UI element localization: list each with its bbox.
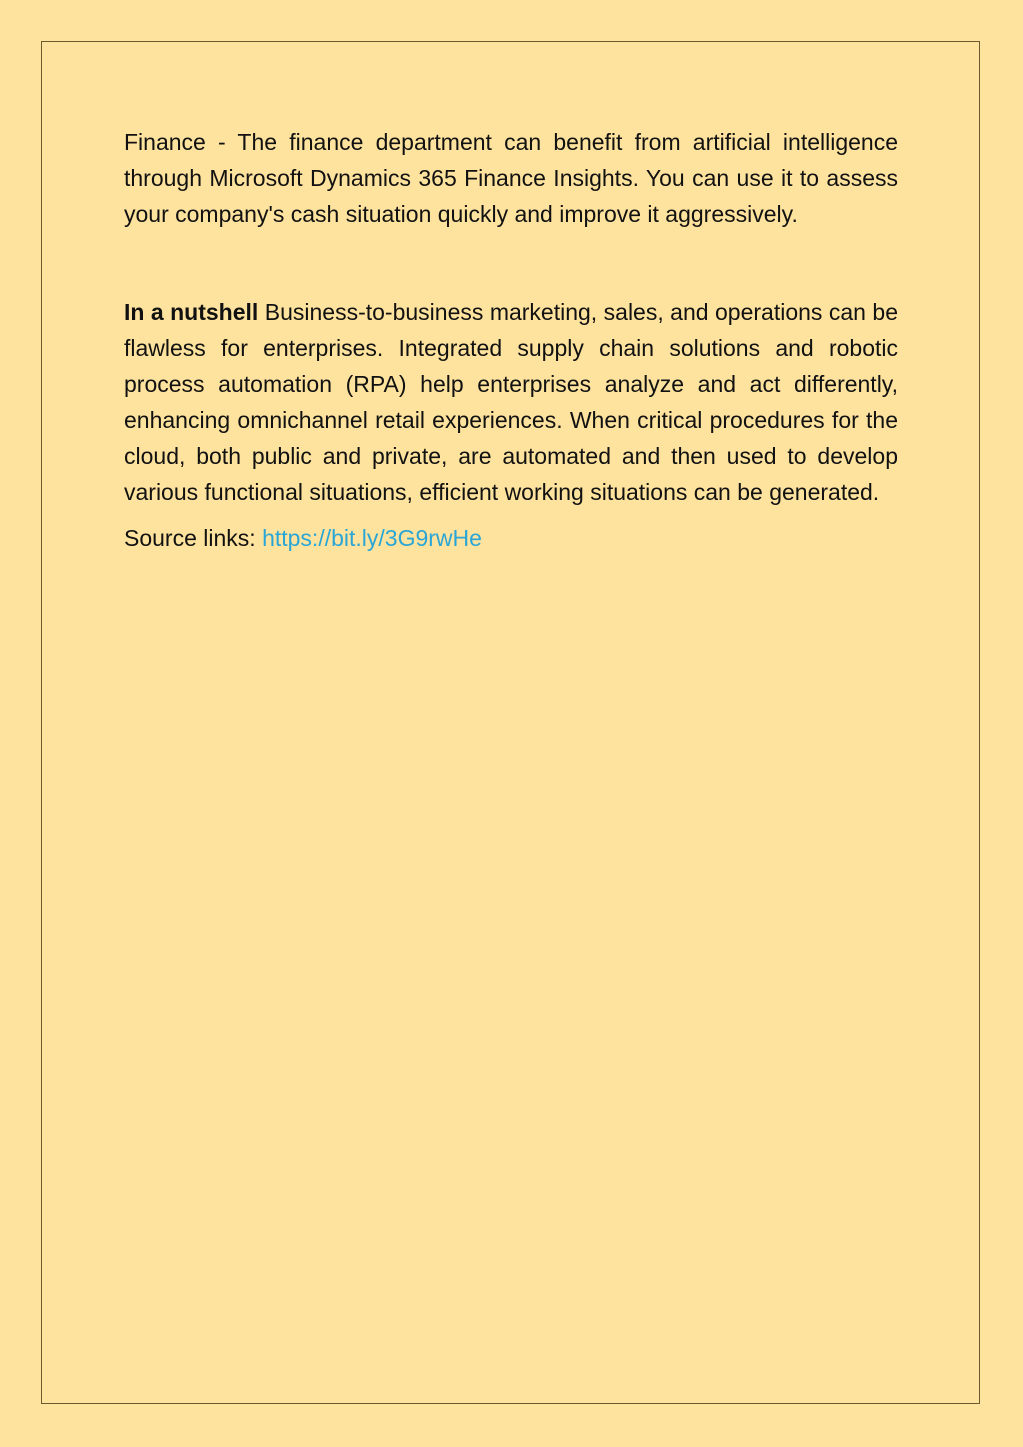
source-label: Source links: [124,525,263,551]
finance-paragraph [124,124,898,232]
nutshell-lead: In a nutshell [124,299,259,325]
document-content [124,124,898,556]
nutshell-paragraph-text: Business-to-business marketing, sales, and operations can be flawless for enterprises. Integrated supply chain solutions and robotic process automation (RPA) help enterprises analyze and act differently, enhancing omnichannel retail experiences. When critical procedures for the cloud, both public and private, are automated and then used to develop various functional situations, efficient working situations can be generated. [124,299,898,505]
finance-paragraph-text: Finance - The finance department can benefit from artificial intelligence through Microsoft Dynamics 365 Finance Insights. You can use it to assess your company's cash situation quickly and improve it aggressively. [124,129,898,227]
source-link[interactable]: https://bit.ly/3G9rwHe [262,525,482,551]
source-line [124,520,898,556]
nutshell-paragraph [124,294,898,510]
